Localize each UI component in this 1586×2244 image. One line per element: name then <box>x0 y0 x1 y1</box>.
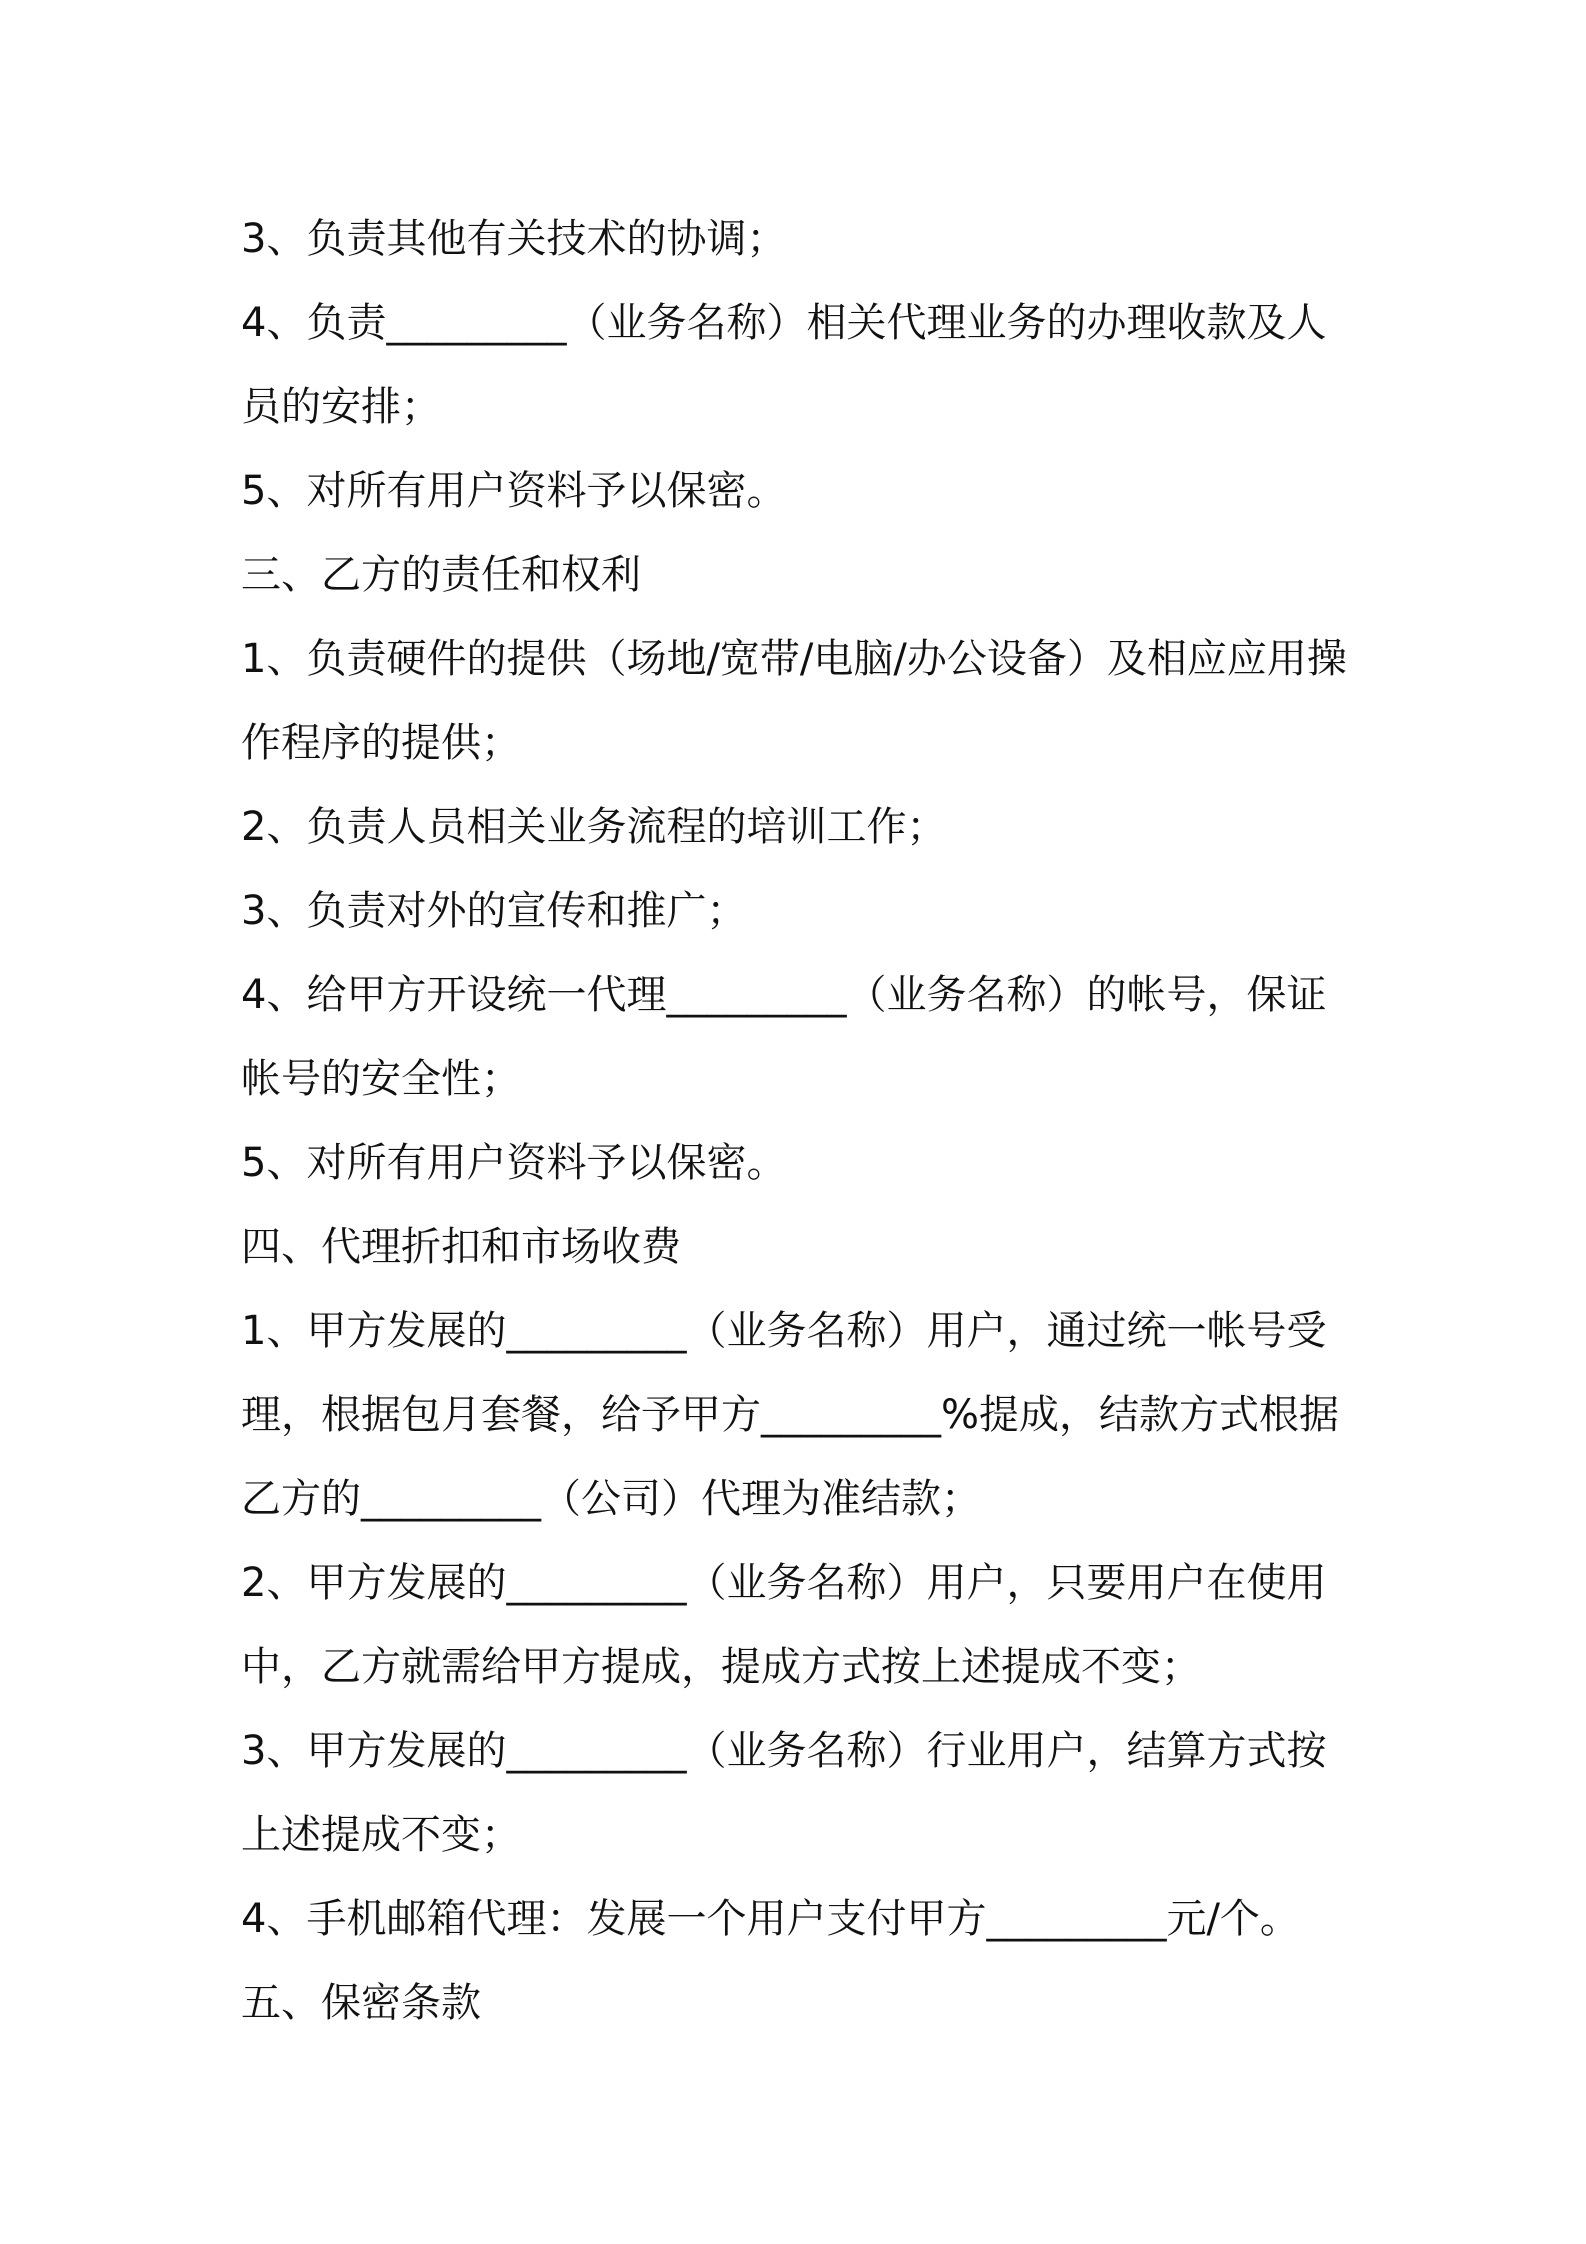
clause-line-continued: 理，根据包月套餐，给予甲方_________%提成，结款方式根据 <box>241 1392 1340 1438</box>
clause-line-continued: 中，乙方就需给甲方提成，提成方式按上述提成不变； <box>241 1644 1201 1690</box>
clause-line: 1、负责硬件的提供（场地/宽带/电脑/办公设备）及相应应用操 <box>241 636 1347 682</box>
clause-line-continued: 帐号的安全性； <box>241 1056 521 1102</box>
clause-line-continued: 员的安排； <box>241 384 441 430</box>
clause-line: 4、负责_________（业务名称）相关代理业务的办理收款及人 <box>241 300 1327 346</box>
clause-line: 3、负责其他有关技术的协调； <box>241 216 787 262</box>
clause-line: 4、给甲方开设统一代理_________（业务名称）的帐号，保证 <box>241 972 1327 1018</box>
document-body <box>241 197 1361 2045</box>
clause-line: 1、甲方发展的_________（业务名称）用户，通过统一帐号受 <box>241 1308 1327 1354</box>
clause-line-continued: 乙方的_________（公司）代理为准结款； <box>241 1476 981 1522</box>
clause-line: 3、负责对外的宣传和推广； <box>241 888 747 934</box>
clause-line: 2、甲方发展的_________（业务名称）用户，只要用户在使用 <box>241 1560 1327 1606</box>
clause-line-continued: 上述提成不变； <box>241 1812 521 1858</box>
clause-line: 5、对所有用户资料予以保密。 <box>241 468 787 514</box>
section-heading: 四、代理折扣和市场收费 <box>241 1224 681 1270</box>
section-heading: 五、保密条款 <box>241 1980 481 2026</box>
clause-line-continued: 作程序的提供； <box>241 720 521 766</box>
clause-line: 2、负责人员相关业务流程的培训工作； <box>241 804 947 850</box>
clause-line: 3、甲方发展的_________（业务名称）行业用户，结算方式按 <box>241 1728 1327 1774</box>
clause-line: 4、手机邮箱代理：发展一个用户支付甲方_________元/个。 <box>241 1896 1300 1942</box>
clause-line: 5、对所有用户资料予以保密。 <box>241 1140 787 1186</box>
section-heading: 三、乙方的责任和权利 <box>241 552 641 598</box>
